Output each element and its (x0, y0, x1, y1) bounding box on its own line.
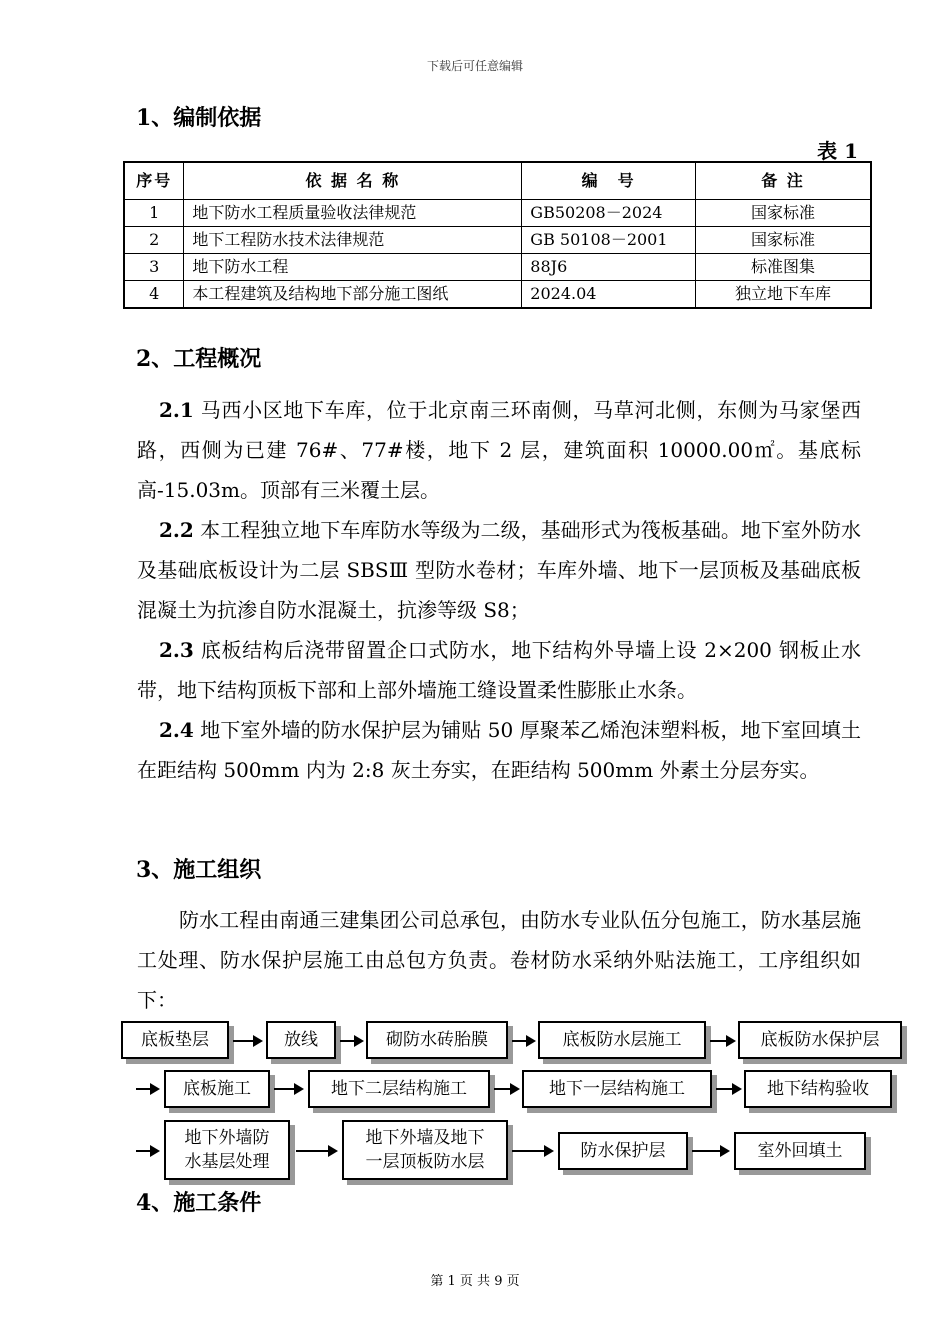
arrow-icon (692, 1150, 728, 1152)
section1-title: 1、编制依据 (136, 105, 262, 131)
flow-step: 室外回填土 (734, 1132, 866, 1170)
table-row (124, 254, 871, 281)
para-number: 2.1 (159, 398, 194, 422)
page-footer: 第 1 页 共 9 页 (430, 1274, 520, 1289)
table-row (124, 227, 871, 254)
section4-title: 4、施工条件 (136, 1190, 262, 1216)
cell-no: 4 (124, 281, 184, 309)
arrow-icon (136, 1088, 158, 1090)
col-header-code: 编 号 (522, 162, 696, 200)
flow-step: 底板防水保护层 (738, 1021, 902, 1059)
flow-step: 底板垫层 (121, 1021, 229, 1059)
cell-no: 1 (124, 200, 184, 227)
flow-step: 防水保护层 (558, 1132, 688, 1170)
para-number: 2.3 (159, 638, 194, 662)
cell-note: 国家标准 (696, 227, 872, 254)
paragraph-3-1: 防水工程由南通三建集团公司总承包，由防水专业队伍分包施工，防水基层施工处理、防水保护层施工由总包方负责。卷材防水采纳外贴法施工，工序组织如下： (137, 908, 861, 1012)
paragraph-2-4 (137, 710, 861, 790)
arrow-icon (716, 1088, 740, 1090)
cell-name: 地下防水工程 (184, 254, 522, 281)
paragraph-2-1 (137, 390, 861, 510)
cell-no: 3 (124, 254, 184, 281)
cell-code: GB 50108－2001 (522, 227, 696, 254)
section3-title: 3、施工组织 (136, 857, 262, 883)
para-number: 2.2 (159, 518, 194, 542)
table-row (124, 200, 871, 227)
arrow-icon (512, 1150, 552, 1152)
para-text: 本工程独立地下车库防水等级为二级，基础形式为筏板基础。地下室外防水及基础底板设计为二层 SBSⅢ 型防水卷材；车库外墙、地下一层顶板及基础底板混凝土为抗渗自防水混凝土，抗渗等级 S8； (137, 518, 861, 622)
arrow-icon (233, 1040, 261, 1042)
para-text: 马西小区地下车库，位于北京南三环南侧，马草河北侧，东侧为马家堡西路，西侧为已建 76#、77#楼，地下 2 层，建筑面积 10000.00㎡。基底标高-15.03m。顶部有三米覆土层。 (137, 398, 861, 502)
paragraph-2-2 (137, 510, 861, 630)
header-note: 下载后可任意编辑 (426, 59, 523, 73)
cell-code: 2024.04 (522, 281, 696, 309)
arrow-icon (296, 1150, 336, 1152)
col-header-name: 依 据 名 称 (184, 162, 522, 200)
arrow-icon (340, 1040, 362, 1042)
cell-name: 地下防水工程质量验收法律规范 (184, 200, 522, 227)
para-number: 2.4 (159, 718, 194, 742)
col-header-no: 序号 (124, 162, 184, 200)
flow-step: 砌防水砖胎膜 (366, 1021, 508, 1059)
para-text: 底板结构后浇带留置企口式防水，地下结构外导墙上设 2×200 钢板止水带，地下结构顶板下部和上部外墙施工缝设置柔性膨胀止水条。 (137, 638, 861, 702)
flow-step: 地下二层结构施工 (308, 1070, 490, 1108)
arrow-icon (136, 1150, 158, 1152)
cell-note: 国家标准 (696, 200, 872, 227)
flow-step: 地下外墙及地下 一层顶板防水层 (342, 1120, 508, 1180)
flow-step: 放线 (266, 1021, 336, 1059)
flow-step: 底板施工 (164, 1070, 270, 1108)
cell-no: 2 (124, 227, 184, 254)
table-header-row (124, 162, 871, 200)
arrow-icon (512, 1040, 534, 1042)
arrow-icon (494, 1088, 518, 1090)
arrow-icon (274, 1088, 302, 1090)
cell-code: 88J6 (522, 254, 696, 281)
arrow-icon (710, 1040, 734, 1042)
flow-step: 地下外墙防 水基层处理 (164, 1120, 290, 1180)
flow-step: 地下结构验收 (744, 1070, 892, 1108)
cell-code: GB50208－2024 (522, 200, 696, 227)
para-text: 地下室外墙的防水保护层为铺贴 50 厚聚苯乙烯泡沫塑料板，地下室回填土在距结构 500mm 内为 2:8 灰土夯实，在距结构 500mm 外素土分层夯实。 (137, 718, 861, 782)
paragraph-2-3 (137, 630, 861, 710)
flow-step: 底板防水层施工 (538, 1021, 706, 1059)
basis-table (123, 161, 872, 309)
col-header-note: 备 注 (696, 162, 872, 200)
table-row (124, 281, 871, 309)
section2-title: 2、工程概况 (136, 346, 262, 372)
cell-name: 本工程建筑及结构地下部分施工图纸 (184, 281, 522, 309)
cell-note: 标准图集 (696, 254, 872, 281)
flow-step: 地下一层结构施工 (522, 1070, 712, 1108)
cell-name: 地下工程防水技术法律规范 (184, 227, 522, 254)
table-label: 表 1 (817, 139, 858, 163)
cell-note: 独立地下车库 (696, 281, 872, 309)
